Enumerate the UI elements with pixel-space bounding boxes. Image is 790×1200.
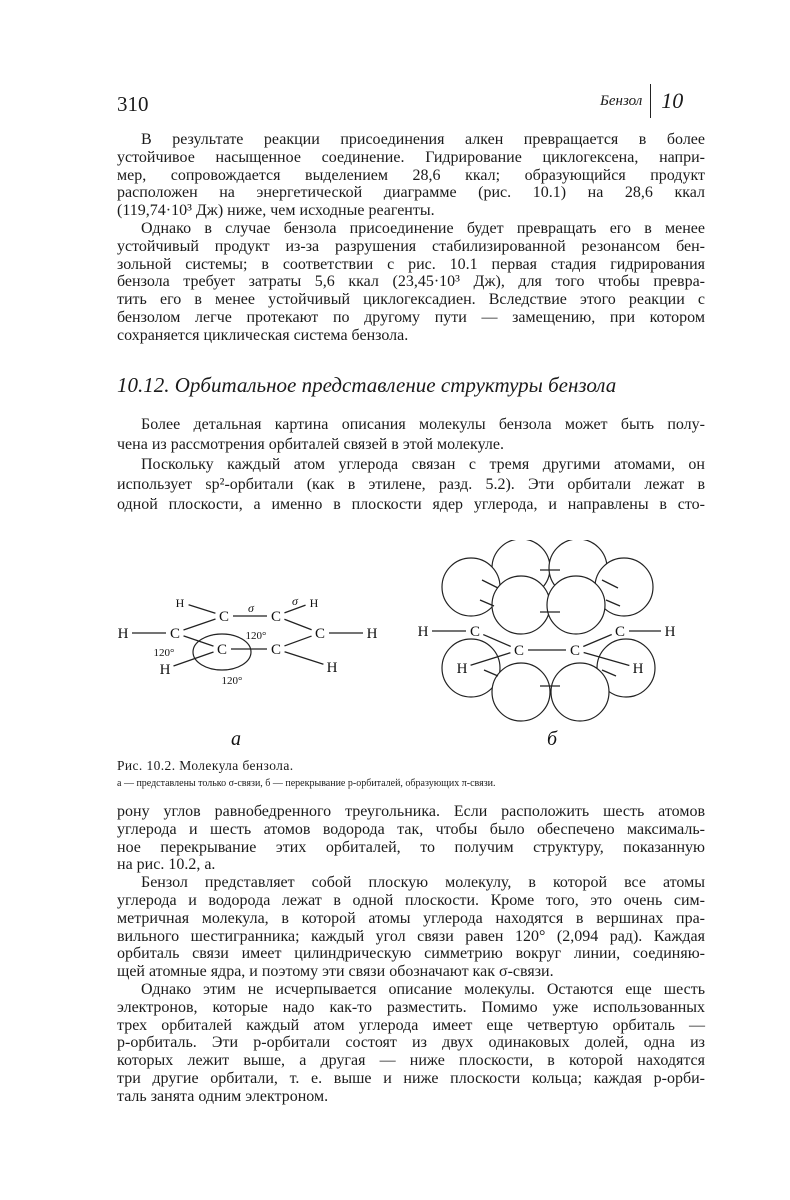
text-line: орбиталь связи имеет цилиндрическую симметрию вокруг линии, соединяю- [117, 945, 705, 963]
text-block-2 [117, 415, 705, 515]
text-line: электронов, которые надо как-то разместить. Помимо уже использованных [117, 998, 705, 1016]
sigma-label: σ [248, 601, 254, 615]
carbon-label: C [216, 642, 228, 658]
text-line: использует sp²-орбитали (как в этилене, разд. 5.2). Эти орбитали лежат в [117, 476, 705, 493]
text-line: таль занята одним электроном. [117, 1087, 329, 1105]
text-line: вильного шестигранника; каждый угол связи равен 120° (2,094 рад). Каждая [117, 927, 705, 945]
text-line: углерода и шесть атомов водорода так, чтобы было обеспечено максималь- [117, 820, 705, 838]
p-orbital-circle [492, 663, 550, 721]
carbon-label: C [270, 642, 282, 658]
hydrogen-label: H [326, 660, 338, 676]
text-line: устойчивое насыщенное соединение. Гидрирование циклогексена, напри- [117, 148, 705, 166]
text-line: чена из рассмотрения орбиталей связей в этой молекуле. [117, 436, 504, 453]
text-line: трех орбиталей каждый атом углерода имеет еще четвертую орбиталь — [117, 1016, 705, 1034]
angle-label: 120° [153, 647, 175, 659]
text-line: тить его в менее устойчивый циклогексадиен. Вследствие этого реакции с [117, 291, 705, 309]
text-line: одной плоскости, а именно в плоскости ядер углерода, и направлены в сто- [117, 496, 705, 513]
bond-line [284, 619, 311, 630]
hydrogen-label: H [309, 596, 319, 610]
carbon-label: C [569, 643, 581, 659]
text-block-3 [117, 803, 705, 1106]
carbon-label: C [314, 626, 326, 642]
hydrogen-label: H [366, 626, 378, 642]
page-number: 310 [117, 92, 149, 116]
p-orbital-circle [492, 576, 550, 634]
bond-line [189, 605, 216, 614]
p-orbital-circle [547, 576, 605, 634]
divider [650, 84, 651, 118]
text-line: Более детальная картина описания молекулы бензола может быть полу- [141, 416, 705, 433]
carbon-label: C [218, 609, 230, 625]
panel-label-b: б [546, 728, 558, 750]
hydrogen-label: H [664, 624, 676, 640]
text-line: Бензол представляет собой плоскую молекулу, в которой все атомы [141, 874, 705, 892]
panel-label-a: а [231, 728, 241, 750]
bond-line [284, 636, 311, 646]
sigma-label: σ [292, 594, 298, 608]
text-line: углерода и водорода лежат в одной плоскости. Кроме того, это очень сим- [117, 891, 705, 909]
p-orbital-circle [442, 639, 500, 697]
text-line: Однако в случае бензола присоединение будет превращать его в менее [141, 219, 705, 237]
hydrogen-label: H [117, 626, 129, 642]
hydrogen-label: H [456, 661, 468, 677]
carbon-label: C [513, 643, 525, 659]
figure-caption-text: а — представлены только σ-связи, б — перекрывание p-орбиталей, образующих π-связи. [117, 778, 496, 789]
text-line: Однако этим не исчерпывается описание молекулы. Остаются еще шесть [141, 980, 705, 998]
hydrogen-label: H [159, 662, 171, 678]
p-orbital-circle [442, 558, 500, 616]
text-line: В результате реакции присоединения алкен превращается в более [141, 131, 705, 148]
text-line: ное перекрывание этих орбиталей, то получим структуру, показанную [117, 838, 705, 856]
angle-label: 120° [221, 675, 243, 687]
text-line: рону углов равнобедренного треугольника. Если расположить шесть атомов [117, 803, 705, 820]
text-line: на рис. 10.2, а. [117, 856, 216, 874]
text-line: щей атомные ядра, и поэтому эти связи обозначают как σ-связи. [117, 963, 554, 981]
text-line: расположен на энергетической диаграмме (рис. 10.1) на 28,6 ккал [117, 184, 705, 202]
bond-line [184, 619, 216, 630]
text-line: (119,74·10³ Дж) ниже, чем исходные реагенты. [117, 202, 435, 220]
text-line: бензола требует затраты 5,6 ккал (23,45·10³ Дж), для того чтобы превра- [117, 273, 705, 291]
running-title: Бензол [600, 92, 643, 109]
text-line: Поскольку каждый атом углерода связан с тремя другими атомами, он [141, 456, 705, 473]
chapter-number: 10 [661, 88, 684, 113]
running-head [600, 84, 683, 118]
p-orbital-circle [551, 663, 609, 721]
bond-line [583, 635, 611, 647]
carbon-label: C [469, 624, 481, 640]
hydrogen-label: H [417, 624, 429, 640]
figure-benzene [0, 540, 790, 755]
text-line: зольной системы; в соответствии с рис. 10.1 первая стадия гидрирования [117, 255, 705, 273]
text-line: сохраняется циклическая система бензола. [117, 326, 409, 344]
text-line: мер, сопровождается выделением 28,6 ккал; образующийся продукт [117, 166, 705, 184]
figure-caption-title: Рис. 10.2. Молекула бензола. [117, 758, 294, 773]
carbon-label: C [614, 624, 626, 640]
text-line: устойчивый продукт из-за разрушения стабилизированной резонансом бен- [117, 237, 705, 255]
text-block-1 [117, 131, 705, 345]
text-line: которых лежит выше, а другая — ниже плоскости, в которой находятся [117, 1052, 705, 1070]
hydrogen-label: H [632, 661, 644, 677]
text-line: p-орбиталь. Эти p-орбитали состоят из двух одинаковых долей, одна из [117, 1034, 705, 1052]
angle-label: 120° [245, 630, 267, 642]
hydrogen-label: H [175, 596, 185, 610]
bond-line [285, 652, 324, 664]
text-line: три другие орбитали, т. е. выше и ниже плоскости кольца; каждая p-орби- [117, 1069, 705, 1087]
section-heading: 10.12. Орбитальное представление структуры бензола [117, 373, 617, 397]
carbon-label: C [169, 626, 181, 642]
carbon-label: C [270, 609, 282, 625]
text-line: бензолом легче протекают по другому пути — замещению, при котором [117, 308, 705, 326]
text-line: метричная молекула, в которой атомы углерода находятся в вершинах пра- [117, 909, 705, 927]
